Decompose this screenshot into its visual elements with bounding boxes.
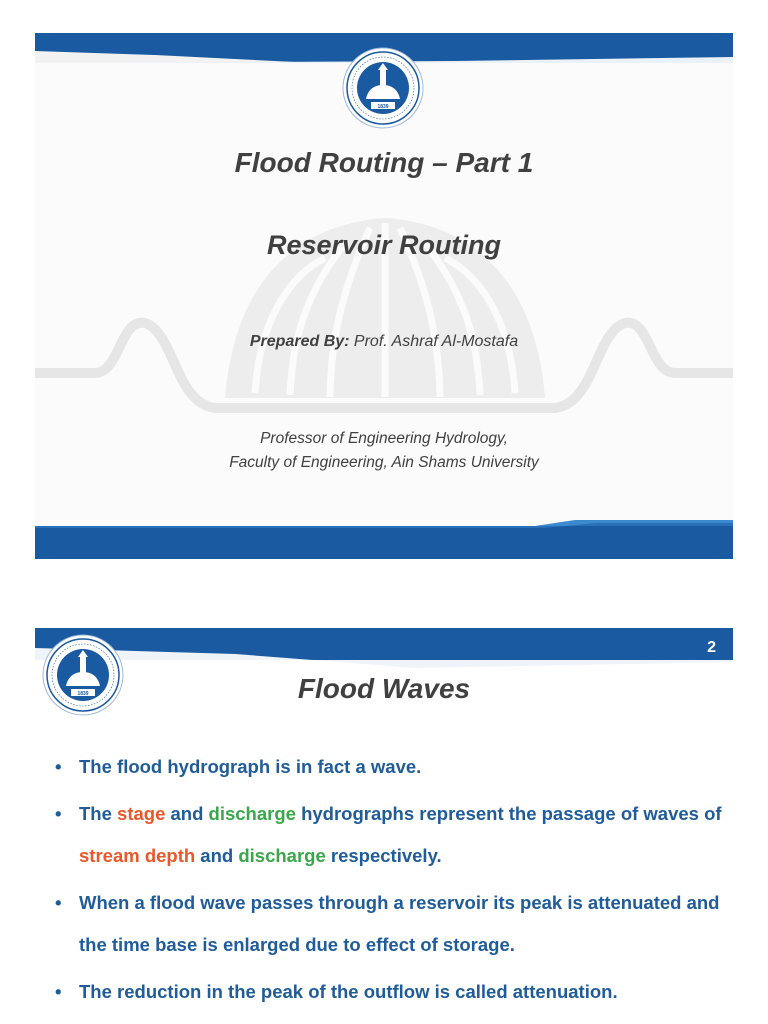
list-item [49, 971, 729, 1013]
author-name: Prof. Ashraf Al-Mostafa [349, 333, 519, 350]
slide-subtitle: Reservoir Routing [266, 230, 502, 260]
university-logo-icon [342, 47, 424, 129]
slide-title: Flood Routing – Part 1 [234, 147, 534, 178]
bullet-text-part: and [165, 803, 209, 824]
bullet-dot-icon: • [55, 892, 62, 913]
bullet-text-part: hydrographs represent the passage of waves of [295, 803, 722, 824]
affiliation-line-1: Professor of Engineering Hydrology, [260, 430, 508, 447]
top-header-band [35, 628, 733, 668]
bullet-dot-icon: • [55, 981, 62, 1002]
title-slide [35, 33, 733, 559]
bullet-text-part: and [195, 845, 239, 866]
highlight-discharge: discharge [208, 803, 296, 824]
list-item [49, 882, 729, 966]
list-item [49, 746, 729, 788]
highlight-discharge: discharge [238, 845, 326, 866]
bottom-footer-band [35, 520, 733, 559]
page-number: 2 [707, 639, 716, 656]
dome-watermark-icon [35, 183, 733, 463]
highlight-stage: stage [117, 803, 166, 824]
prepared-by-line [35, 333, 733, 351]
svg-text:1839: 1839 [77, 691, 89, 697]
prepared-label: Prepared By: [249, 333, 350, 350]
author-affiliation [35, 427, 733, 475]
content-slide [35, 628, 733, 1024]
bullet-text: The flood hydrograph is in fact a wave. [79, 756, 422, 777]
bullet-dot-icon: • [55, 803, 62, 824]
list-item [49, 793, 729, 877]
bullet-text: When a flood wave passes through a reservoir its peak is attenuated and the time base is enlarged due to effect of storage. [79, 892, 720, 955]
bullet-list [49, 746, 729, 1018]
affiliation-line-2: Faculty of Engineering, Ain Shams University [229, 454, 539, 471]
svg-text:1839: 1839 [377, 104, 389, 110]
bullet-text-part: respectively. [325, 845, 442, 866]
highlight-stream-depth: stream depth [79, 845, 196, 866]
bullet-text-part: The [79, 803, 118, 824]
slide-title: Flood Waves [297, 673, 471, 704]
bullet-dot-icon: • [55, 756, 62, 777]
bullet-text: The reduction in the peak of the outflow is called attenuation. [79, 981, 618, 1002]
